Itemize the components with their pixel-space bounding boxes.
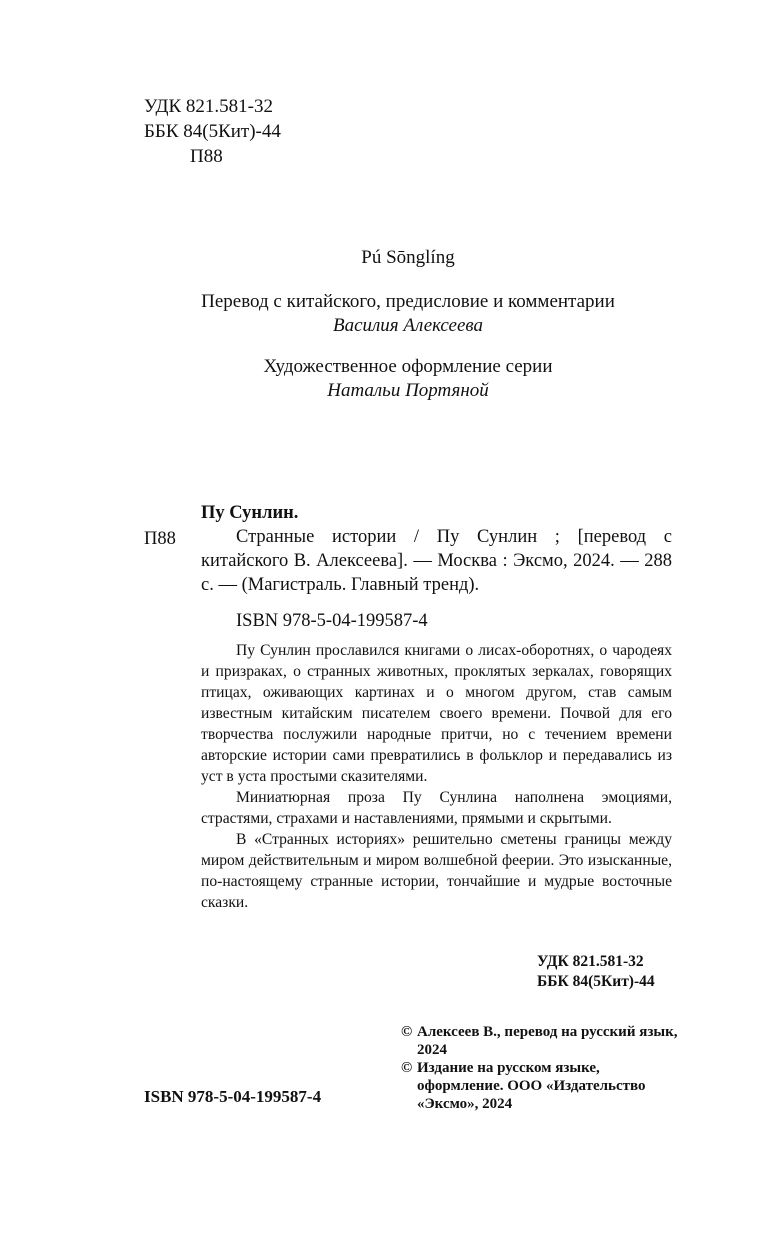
annotation-paragraph: В «Странных историях» решительно сметены границы между миром действительным и миром волшебной феерии. Это изысканные, по-настоящему странные истории, тончайшие и мудрые восточные сказки. <box>201 831 672 911</box>
bbk-code: ББК 84(5Кит)-44 <box>144 121 281 142</box>
udk-code: УДК 821.581-32 <box>144 96 273 117</box>
catalog-mark: П88 <box>144 529 176 549</box>
copyright-text: Издание на русском языке, оформление. ООО «Издательство «Эксмо», 2024 <box>417 1060 646 1112</box>
translator-name: Василия Алексеева <box>332 315 484 336</box>
catalog-description: Странные истории / Пу Сунлин ; [перевод с китайского В. Алексеева]. — Москва : Эксмо, 2024. — 288 с. — (Магистраль. Главный тренд). <box>201 527 672 595</box>
translation-label: Перевод с китайского, предисловие и комментарии <box>201 291 615 312</box>
annotation-paragraph: Пу Сунлин прославился книгами о лисах-оборотнях, о чародеях и призраках, о странных животных, проклятых зеркалах, говорящих птицах, оживающих картинах и о многом другом, став самым известным китайским писателем своего времени. Почвой для его творчества послужили народные притчи, но с течением времени авторские истории сами превратились в фольклор и передавались из уст в уста простыми сказителями. <box>201 642 672 785</box>
designer-name: Натальи Портяной <box>327 380 489 401</box>
catalog-author: Пу Сунлин. <box>201 503 299 523</box>
translation-credit <box>0 290 768 338</box>
small-classification-codes <box>537 952 655 992</box>
copyright-symbol: © <box>401 1060 413 1076</box>
isbn-bottom: ISBN 978-5-04-199587-4 <box>144 1087 322 1106</box>
design-label: Художественное оформление серии <box>263 356 553 377</box>
small-udk-code: УДК 821.581-32 <box>537 953 644 970</box>
copyright-symbol: © <box>401 1024 413 1040</box>
annotation-paragraph: Миниатюрная проза Пу Сунлина наполнена эмоциями, страстями, страхами и наставлениями, прямыми и скрытыми. <box>201 789 672 827</box>
catalog-record <box>201 501 672 633</box>
catalog-isbn: ISBN 978-5-04-199587-4 <box>236 611 428 631</box>
classification-codes <box>144 94 281 169</box>
copyright-block <box>401 1023 681 1113</box>
original-author-name: Pú Sōnglíng <box>361 247 455 268</box>
copyright-text: Алексеев В., перевод на русский язык, 2024 <box>417 1024 678 1058</box>
copyright-line <box>401 1059 681 1113</box>
author-mark: П88 <box>190 146 223 167</box>
annotation <box>201 640 672 913</box>
small-bbk-code: ББК 84(5Кит)-44 <box>537 973 655 990</box>
copyright-line <box>401 1023 681 1059</box>
design-credit <box>0 355 768 403</box>
